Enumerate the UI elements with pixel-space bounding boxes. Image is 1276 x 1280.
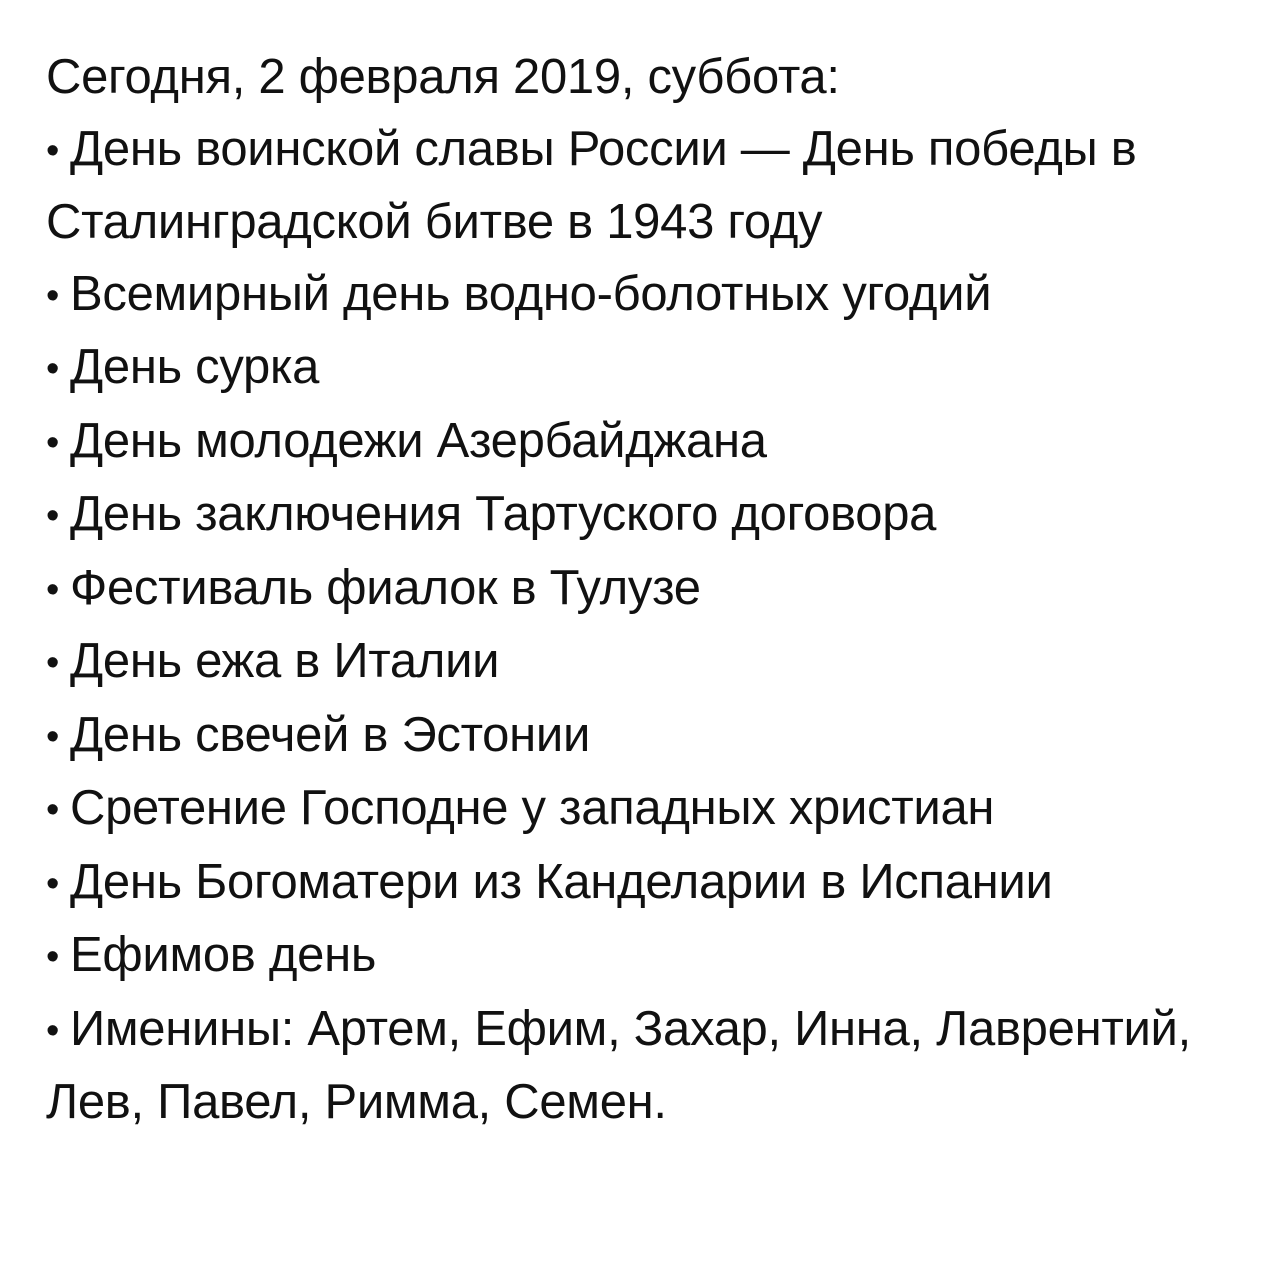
list-item-text: День заключения Тартуского договора bbox=[70, 487, 937, 541]
list-item-text: Сретение Господне у западных христиан bbox=[70, 781, 995, 835]
list-item-text: День свечей в Эстонии bbox=[70, 707, 591, 762]
list-item-text: День воинской славы России — День победы в Сталинградской битве в 1943 году bbox=[46, 121, 1137, 249]
bullet-icon: • bbox=[46, 1009, 60, 1052]
bullet-icon: • bbox=[46, 274, 60, 317]
list-item bbox=[46, 773, 1246, 847]
list-item-text: День сурка bbox=[70, 340, 320, 394]
bullet-icon: • bbox=[46, 862, 60, 905]
bullet-icon: • bbox=[46, 789, 60, 831]
list-item-text: Фестиваль фиалок в Тулузе bbox=[70, 560, 701, 615]
list-item-text: День Богоматери из Канделарии в Испании bbox=[70, 854, 1053, 909]
holidays-document bbox=[46, 42, 1246, 1139]
bullet-icon: • bbox=[46, 568, 60, 611]
list-item bbox=[46, 553, 1246, 627]
list-item bbox=[46, 626, 1246, 700]
bullet-icon: • bbox=[46, 348, 60, 390]
list-item-text: Ефимов день bbox=[70, 928, 377, 982]
list-item bbox=[46, 332, 1246, 406]
bullet-icon: • bbox=[46, 495, 60, 537]
list-item bbox=[46, 700, 1246, 774]
list-item bbox=[46, 920, 1246, 994]
list-item-text: Именины: Артем, Ефим, Захар, Инна, Лаврентий, Лев, Павел, Римма, Семен. bbox=[46, 1001, 1191, 1129]
list-item bbox=[46, 994, 1246, 1139]
list-item bbox=[46, 479, 1246, 553]
list-item bbox=[46, 847, 1246, 921]
list-item bbox=[46, 406, 1246, 480]
list-item-text: День молодежи Азербайджана bbox=[70, 413, 767, 468]
list-item bbox=[46, 259, 1246, 333]
bullet-icon: • bbox=[46, 936, 60, 978]
bullet-icon: • bbox=[46, 642, 60, 684]
list-item-text: День ежа в Италии bbox=[70, 634, 500, 688]
bullet-icon: • bbox=[46, 129, 60, 172]
list-item bbox=[46, 114, 1246, 259]
list-item-text: Всемирный день водно-болотных угодий bbox=[70, 266, 992, 321]
bullet-icon: • bbox=[46, 715, 60, 758]
date-header: Сегодня, 2 февраля 2019, суббота: bbox=[46, 50, 840, 104]
bullet-icon: • bbox=[46, 421, 60, 464]
